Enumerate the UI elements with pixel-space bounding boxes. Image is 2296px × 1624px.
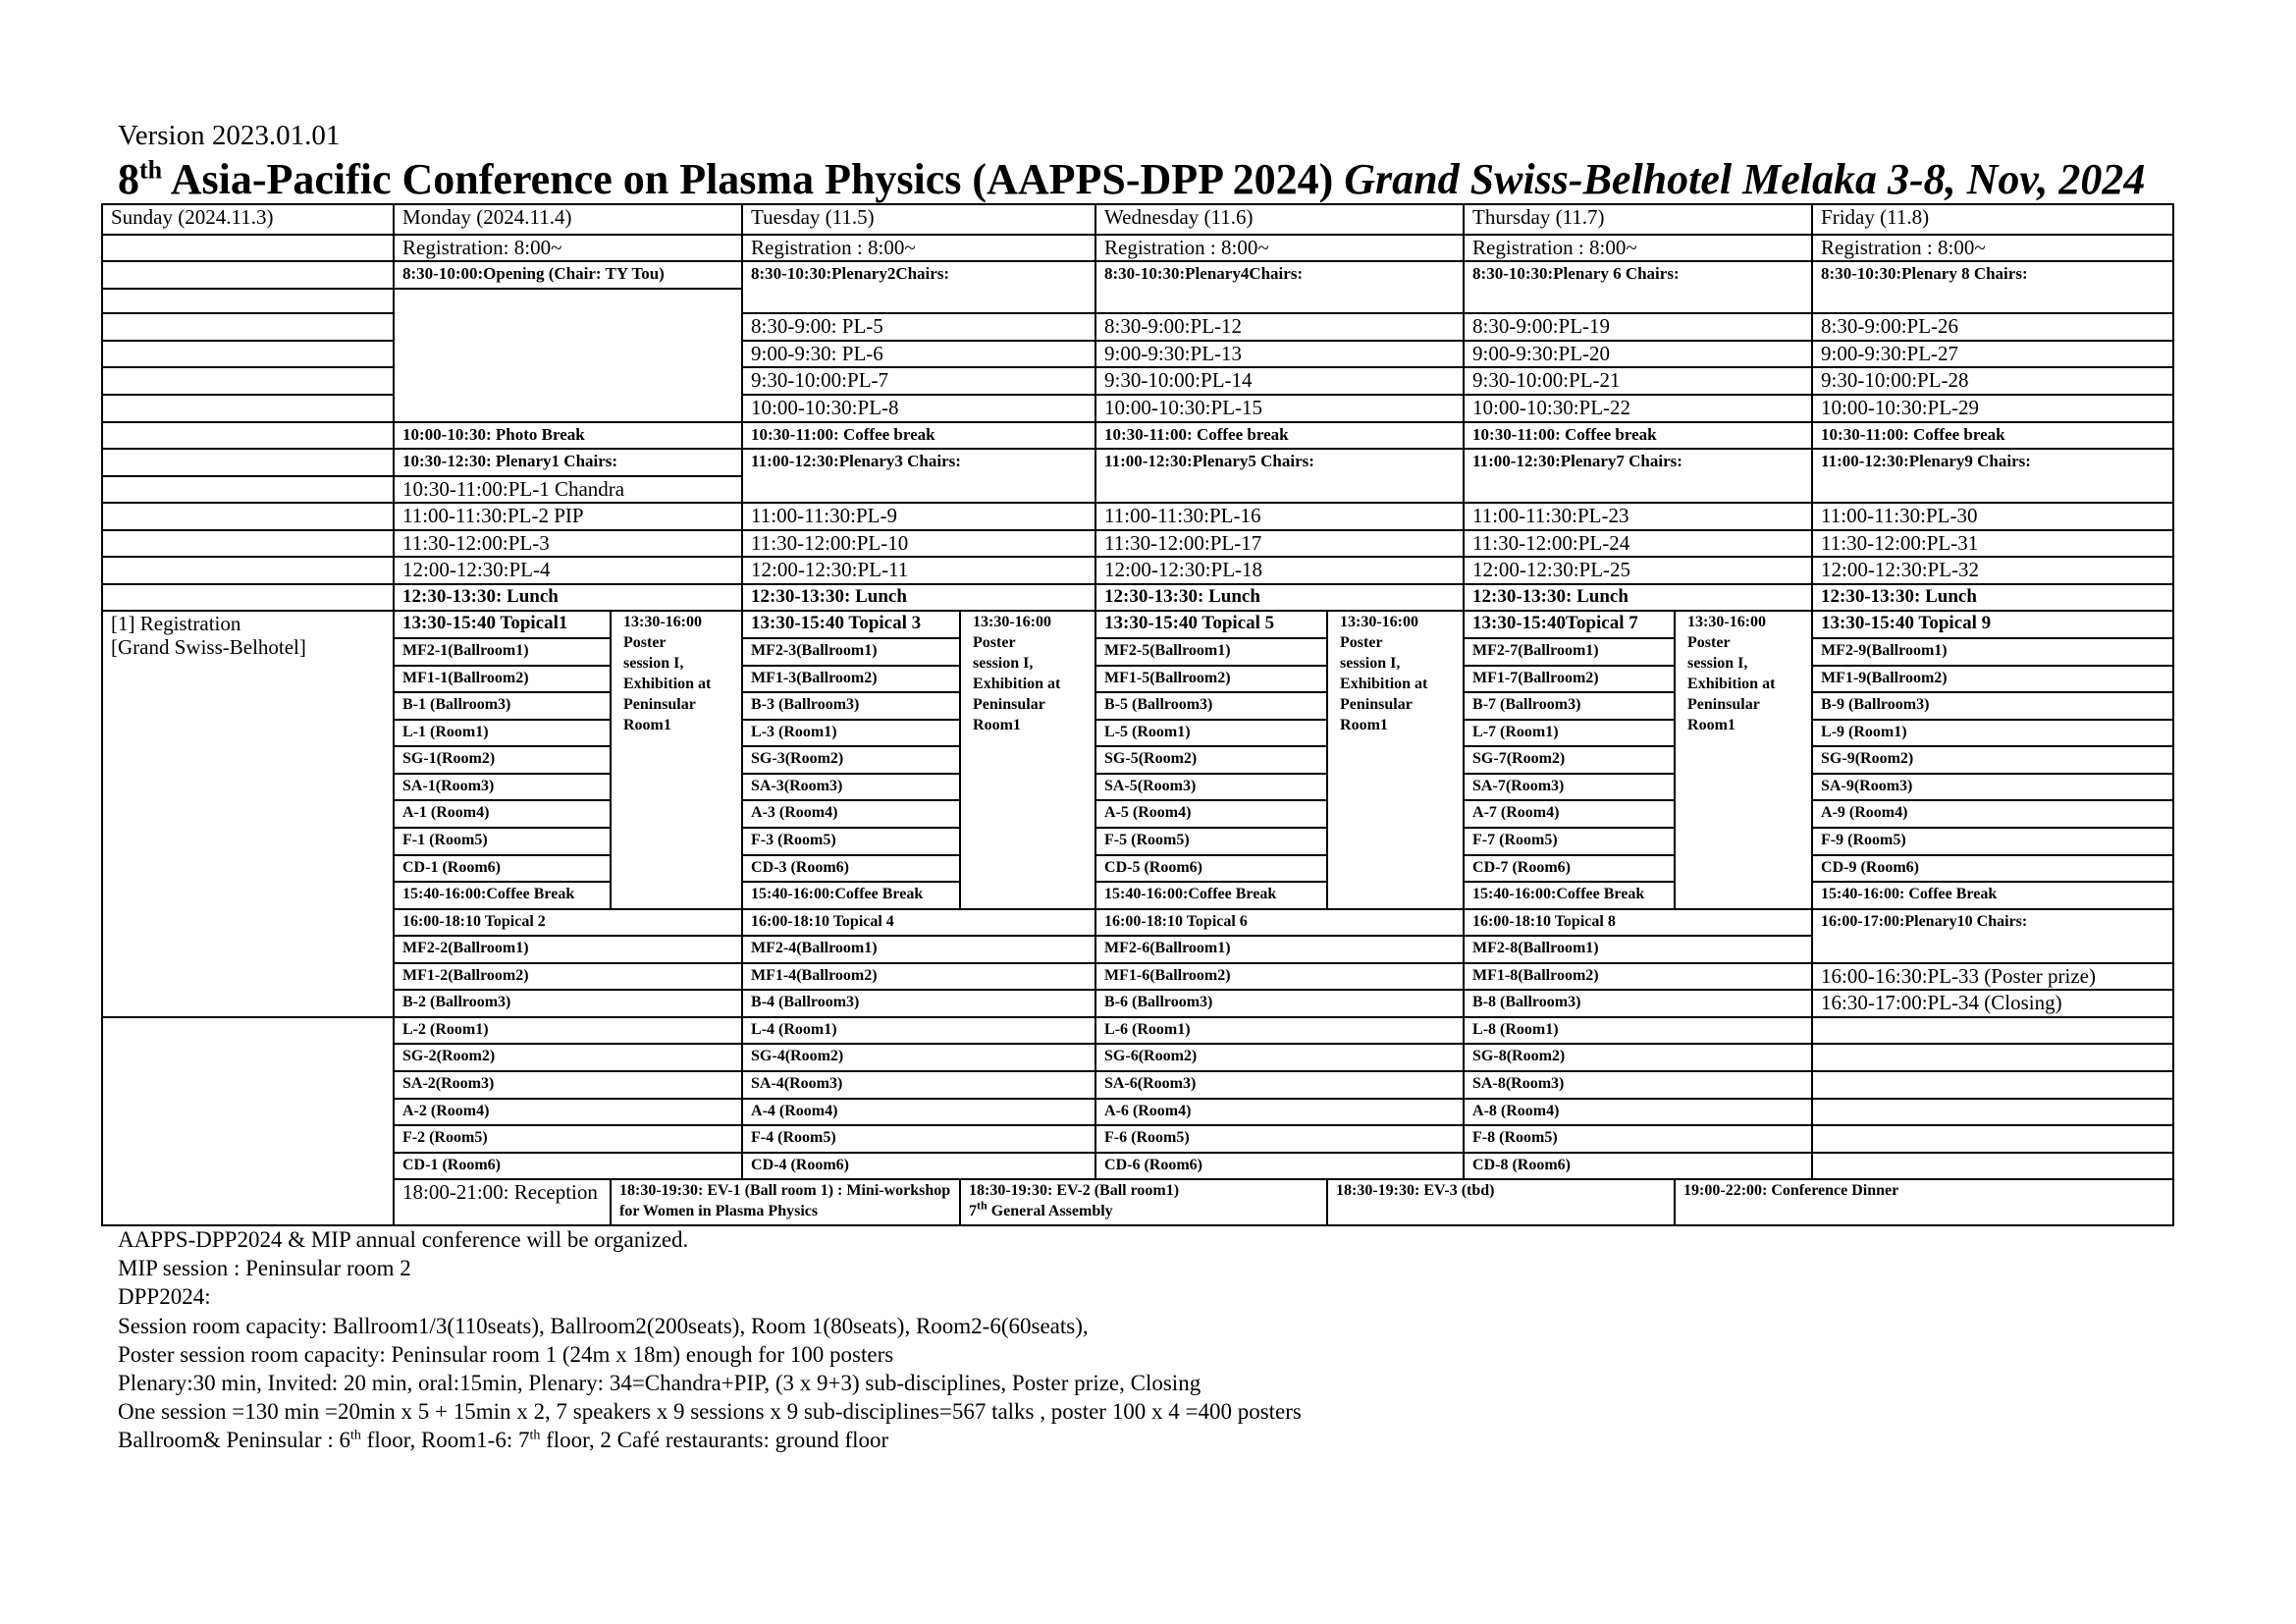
empty-cell bbox=[102, 557, 394, 584]
empty-cell bbox=[102, 449, 394, 476]
schedule-cell: SG-9(Room2) bbox=[1812, 746, 2173, 774]
page-title bbox=[118, 154, 2228, 205]
note-line: Plenary:30 min, Invited: 20 min, oral:15min, Plenary: 34=Chandra+PIP, (3 x 9+3) sub-disciplines, Poster prize, Closing bbox=[118, 1371, 1201, 1396]
schedule-cell: 9:30-10:00:PL-28 bbox=[1812, 367, 2173, 395]
schedule-cell: F-9 (Room5) bbox=[1812, 828, 2173, 855]
schedule-cell: CD-5 (Room6) bbox=[1095, 855, 1327, 883]
schedule-row bbox=[102, 855, 2173, 883]
schedule-row bbox=[102, 530, 2173, 558]
poster-time: 13:30-16:00 bbox=[973, 614, 1051, 631]
schedule-cell: 8:30-10:30:Plenary 6 Chairs: bbox=[1464, 261, 1812, 313]
schedule-cell: 8:30-10:30:Plenary 8 Chairs: bbox=[1812, 261, 2173, 313]
note-part: floor, Room1-6: 7 bbox=[360, 1428, 530, 1453]
schedule-cell: SA-2(Room3) bbox=[394, 1071, 742, 1099]
schedule-cell: 13:30-15:40 Topical 5 bbox=[1095, 611, 1327, 638]
empty-cell bbox=[102, 313, 394, 341]
schedule-row bbox=[102, 882, 2173, 909]
schedule-cell: SG-8(Room2) bbox=[1464, 1044, 1812, 1071]
schedule-cell: 11:30-12:00:PL-17 bbox=[1095, 530, 1464, 558]
schedule-row bbox=[102, 746, 2173, 774]
evening-line: 18:30-19:30: EV-2 (Ball room1) bbox=[969, 1182, 1180, 1200]
schedule-cell: SG-2(Room2) bbox=[394, 1044, 742, 1071]
schedule-cell: 11:30-12:00:PL-3 bbox=[394, 530, 742, 558]
schedule-cell: 11:30-12:00:PL-10 bbox=[742, 530, 1095, 558]
schedule-cell: 11:00-11:30:PL-9 bbox=[742, 503, 1095, 530]
schedule-cell: L-6 (Room1) bbox=[1095, 1017, 1464, 1045]
schedule-row bbox=[102, 638, 2173, 666]
schedule-row bbox=[102, 1044, 2173, 1071]
schedule-cell: SA-7(Room3) bbox=[1464, 774, 1675, 801]
schedule-cell: SA-8(Room3) bbox=[1464, 1071, 1812, 1099]
schedule-cell: SG-6(Room2) bbox=[1095, 1044, 1464, 1071]
schedule-cell: F-4 (Room5) bbox=[742, 1125, 1095, 1153]
schedule-cell: MF2-7(Ballroom1) bbox=[1464, 638, 1675, 666]
schedule-cell: L-4 (Room1) bbox=[742, 1017, 1095, 1045]
note-line: DPP2024: bbox=[118, 1284, 211, 1310]
empty-cell bbox=[1812, 1153, 2173, 1180]
schedule-cell: A-7 (Room4) bbox=[1464, 800, 1675, 828]
schedule-cell: SA-1(Room3) bbox=[394, 774, 611, 801]
schedule-cell: 18:30-19:30: EV-1 (Ball room 1) : Mini-workshop for Women in Plasma Physics bbox=[611, 1179, 960, 1225]
schedule-cell: 12:30-13:30: Lunch bbox=[394, 584, 742, 612]
schedule-row bbox=[102, 261, 2173, 289]
schedule-cell: A-1 (Room4) bbox=[394, 800, 611, 828]
empty-cell bbox=[1812, 1017, 2173, 1045]
schedule-cell: 9:00-9:30:PL-13 bbox=[1095, 341, 1464, 368]
schedule-cell: 11:30-12:00:PL-31 bbox=[1812, 530, 2173, 558]
poster-line: Poster bbox=[623, 634, 667, 652]
schedule-cell: CD-8 (Room6) bbox=[1464, 1153, 1812, 1180]
schedule-cell: F-6 (Room5) bbox=[1095, 1125, 1464, 1153]
schedule-cell: 16:00-18:10 Topical 6 bbox=[1095, 909, 1464, 937]
schedule-cell: Friday (11.8) bbox=[1812, 204, 2173, 235]
empty-cell bbox=[1812, 1125, 2173, 1153]
schedule-cell: Registration : 8:00~ bbox=[1095, 235, 1464, 262]
empty-cell bbox=[102, 422, 394, 450]
poster-line: Exhibition at bbox=[1687, 676, 1776, 693]
schedule-cell: 11:00-12:30:Plenary7 Chairs: bbox=[1464, 449, 1812, 503]
schedule-row bbox=[102, 1179, 2173, 1225]
poster-line: Room1 bbox=[973, 717, 1021, 734]
schedule-cell: 13:30-15:40Topical 7 bbox=[1464, 611, 1675, 638]
title-main: Asia-Pacific Conference on Plasma Physics (AAPPS-DPP 2024) bbox=[162, 155, 1345, 203]
schedule-cell: B-6 (Ballroom3) bbox=[1095, 990, 1464, 1017]
schedule-cell: CD-3 (Room6) bbox=[742, 855, 960, 883]
schedule-row bbox=[102, 204, 2173, 235]
schedule-cell: CD-1 (Room6) bbox=[394, 1153, 742, 1180]
schedule-cell: 10:30-11:00: Coffee break bbox=[1464, 422, 1812, 450]
empty-cell bbox=[1812, 1071, 2173, 1099]
schedule-cell: 11:30-12:00:PL-24 bbox=[1464, 530, 1812, 558]
schedule-cell: 16:30-17:00:PL-34 (Closing) bbox=[1812, 990, 2173, 1017]
poster-line: Poster bbox=[1340, 634, 1383, 652]
schedule-cell: Tuesday (11.5) bbox=[742, 204, 1095, 235]
schedule-row bbox=[102, 909, 2173, 937]
schedule-row bbox=[102, 1099, 2173, 1126]
empty-cell bbox=[102, 261, 394, 289]
schedule-cell: MF1-5(Ballroom2) bbox=[1095, 666, 1327, 693]
title-number: 8 bbox=[118, 155, 139, 203]
registration-line: [Grand Swiss-Belhotel] bbox=[111, 635, 306, 660]
schedule-cell: L-1 (Room1) bbox=[394, 720, 611, 747]
schedule-cell: MF2-3(Ballroom1) bbox=[742, 638, 960, 666]
schedule-cell: 12:30-13:30: Lunch bbox=[1812, 584, 2173, 612]
schedule-cell: SA-6(Room3) bbox=[1095, 1071, 1464, 1099]
schedule-cell: 9:30-10:00:PL-21 bbox=[1464, 367, 1812, 395]
poster-time: 13:30-16:00 bbox=[623, 614, 702, 631]
schedule-row bbox=[102, 963, 2173, 991]
schedule-cell: Monday (2024.11.4) bbox=[394, 204, 742, 235]
schedule-cell: 11:00-11:30:PL-30 bbox=[1812, 503, 2173, 530]
schedule-cell: SA-4(Room3) bbox=[742, 1071, 1095, 1099]
title-venue: Grand Swiss-Belhotel Melaka 3-8, Nov, 2024 bbox=[1344, 155, 2146, 203]
schedule-cell: 11:00-12:30:Plenary5 Chairs: bbox=[1095, 449, 1464, 503]
poster-line: session I, bbox=[623, 655, 684, 673]
schedule-cell: MF2-4(Ballroom1) bbox=[742, 936, 1095, 963]
schedule-cell: 8:30-9:00: PL-5 bbox=[742, 313, 1095, 341]
schedule-row bbox=[102, 422, 2173, 450]
note-line: Session room capacity: Ballroom1/3(110seats), Ballroom2(200seats), Room 1(80seats), Room2-6(60seats), bbox=[118, 1313, 1089, 1338]
empty-cell bbox=[1812, 1099, 2173, 1126]
empty-cell bbox=[102, 341, 394, 368]
schedule-cell: Registration : 8:00~ bbox=[1464, 235, 1812, 262]
poster-line: Peninsular bbox=[973, 696, 1045, 714]
schedule-cell: B-3 (Ballroom3) bbox=[742, 692, 960, 720]
schedule-row bbox=[102, 584, 2173, 612]
poster-line: Peninsular bbox=[623, 696, 696, 714]
schedule-cell: 8:30-9:00:PL-12 bbox=[1095, 313, 1464, 341]
schedule-cell: 11:00-11:30:PL-23 bbox=[1464, 503, 1812, 530]
schedule-row bbox=[102, 1017, 2173, 1045]
schedule-cell: 11:00-12:30:Plenary9 Chairs: bbox=[1812, 449, 2173, 503]
schedule-row bbox=[102, 990, 2173, 1017]
schedule-cell: L-3 (Room1) bbox=[742, 720, 960, 747]
note-part: Ballroom& Peninsular : 6 bbox=[118, 1428, 351, 1453]
schedule-cell: L-9 (Room1) bbox=[1812, 720, 2173, 747]
schedule-cell: 13:30-15:40 Topical 3 bbox=[742, 611, 960, 638]
schedule-cell: 15:40-16:00:Coffee Break bbox=[742, 882, 960, 909]
schedule-cell: 10:30-11:00: Coffee break bbox=[1812, 422, 2173, 450]
note-line: Poster session room capacity: Peninsular room 1 (24m x 18m) enough for 100 posters bbox=[118, 1341, 894, 1367]
registration-line: [1] Registration bbox=[111, 612, 241, 636]
title-ordinal: th bbox=[139, 155, 163, 185]
schedule-cell: 15:40-16:00:Coffee Break bbox=[1095, 882, 1327, 909]
schedule-cell: F-5 (Room5) bbox=[1095, 828, 1327, 855]
schedule-cell: 9:00-9:30:PL-27 bbox=[1812, 341, 2173, 368]
empty-cell bbox=[102, 1017, 394, 1225]
schedule-cell: F-7 (Room5) bbox=[1464, 828, 1675, 855]
schedule-cell: Registration: 8:00~ bbox=[394, 235, 742, 262]
schedule-cell: 15:40-16:00: Coffee Break bbox=[1812, 882, 2173, 909]
empty-cell bbox=[394, 289, 742, 422]
schedule-cell: F-1 (Room5) bbox=[394, 828, 611, 855]
poster-line: Peninsular bbox=[1687, 696, 1760, 714]
poster-line: Exhibition at bbox=[1340, 676, 1428, 693]
empty-cell bbox=[102, 503, 394, 530]
schedule-row bbox=[102, 235, 2173, 262]
schedule-cell: SA-9(Room3) bbox=[1812, 774, 2173, 801]
empty-cell bbox=[1812, 1044, 2173, 1071]
tuesday-evening-cell bbox=[960, 1179, 1327, 1225]
schedule-cell: 12:30-13:30: Lunch bbox=[742, 584, 1095, 612]
schedule-cell: 10:30-12:30: Plenary1 Chairs: bbox=[394, 449, 742, 476]
schedule-cell: 11:00-11:30:PL-2 PIP bbox=[394, 503, 742, 530]
note-sup: th bbox=[529, 1428, 541, 1443]
schedule-row bbox=[102, 557, 2173, 584]
notes bbox=[118, 1225, 1302, 1455]
schedule-cell: 8:30-10:30:Plenary2Chairs: bbox=[742, 261, 1095, 313]
schedule-cell: 11:00-11:30:PL-16 bbox=[1095, 503, 1464, 530]
schedule-row bbox=[102, 1153, 2173, 1180]
schedule-cell: SG-3(Room2) bbox=[742, 746, 960, 774]
schedule-cell: A-4 (Room4) bbox=[742, 1099, 1095, 1126]
schedule-cell: SG-1(Room2) bbox=[394, 746, 611, 774]
schedule-cell: A-6 (Room4) bbox=[1095, 1099, 1464, 1126]
schedule-cell: 9:00-9:30: PL-6 bbox=[742, 341, 1095, 368]
schedule-cell: MF1-4(Ballroom2) bbox=[742, 963, 1095, 991]
schedule-cell: MF1-2(Ballroom2) bbox=[394, 963, 742, 991]
poster-line: Poster bbox=[973, 634, 1016, 652]
schedule-cell: SG-5(Room2) bbox=[1095, 746, 1327, 774]
schedule-row bbox=[102, 1071, 2173, 1099]
schedule-cell: MF2-1(Ballroom1) bbox=[394, 638, 611, 666]
schedule-cell: 16:00-18:10 Topical 8 bbox=[1464, 909, 1812, 937]
schedule-cell: SA-5(Room3) bbox=[1095, 774, 1327, 801]
schedule-cell: 13:30-15:40 Topical 9 bbox=[1812, 611, 2173, 638]
schedule-cell: CD-4 (Room6) bbox=[742, 1153, 1095, 1180]
schedule-row bbox=[102, 828, 2173, 855]
poster-line: session I, bbox=[973, 655, 1034, 673]
schedule-cell: 9:00-9:30:PL-20 bbox=[1464, 341, 1812, 368]
schedule-cell: F-8 (Room5) bbox=[1464, 1125, 1812, 1153]
sunday-registration-cell bbox=[102, 611, 394, 1016]
empty-cell bbox=[102, 367, 394, 395]
evening-part: th bbox=[977, 1198, 988, 1213]
empty-cell bbox=[102, 395, 394, 422]
note-line: MIP session : Peninsular room 2 bbox=[118, 1256, 411, 1281]
schedule-table bbox=[101, 203, 2172, 1226]
schedule-cell: 10:00-10:30:PL-29 bbox=[1812, 395, 2173, 422]
poster-line: Room1 bbox=[623, 717, 671, 734]
schedule-row bbox=[102, 449, 2173, 476]
schedule-cell: B-4 (Ballroom3) bbox=[742, 990, 1095, 1017]
schedule-cell: 16:00-18:10 Topical 4 bbox=[742, 909, 1095, 937]
note-sup: th bbox=[350, 1428, 361, 1443]
schedule-cell: Wednesday (11.6) bbox=[1095, 204, 1464, 235]
version-label: Version 2023.01.01 bbox=[118, 120, 341, 151]
schedule-cell: 12:30-13:30: Lunch bbox=[1095, 584, 1464, 612]
empty-cell bbox=[102, 289, 394, 313]
schedule-cell: MF2-6(Ballroom1) bbox=[1095, 936, 1464, 963]
schedule-cell: 12:00-12:30:PL-18 bbox=[1095, 557, 1464, 584]
schedule-cell: CD-6 (Room6) bbox=[1095, 1153, 1464, 1180]
schedule-row bbox=[102, 774, 2173, 801]
poster-line: Exhibition at bbox=[973, 676, 1061, 693]
schedule-cell: CD-1 (Room6) bbox=[394, 855, 611, 883]
schedule-cell: 12:00-12:30:PL-11 bbox=[742, 557, 1095, 584]
schedule-cell: Registration : 8:00~ bbox=[1812, 235, 2173, 262]
note-line bbox=[118, 1426, 1302, 1454]
schedule-cell: 10:00-10:30:PL-15 bbox=[1095, 395, 1464, 422]
schedule-cell: F-3 (Room5) bbox=[742, 828, 960, 855]
empty-cell bbox=[102, 476, 394, 504]
schedule-cell: CD-7 (Room6) bbox=[1464, 855, 1675, 883]
schedule-cell: Thursday (11.7) bbox=[1464, 204, 1812, 235]
schedule-cell: Sunday (2024.11.3) bbox=[102, 204, 394, 235]
schedule-cell: 18:30-19:30: EV-3 (tbd) bbox=[1327, 1179, 1675, 1225]
empty-cell bbox=[102, 530, 394, 558]
schedule-cell: 16:00-16:30:PL-33 (Poster prize) bbox=[1812, 963, 2173, 991]
poster-session-cell bbox=[611, 611, 742, 908]
schedule-cell: MF1-7(Ballroom2) bbox=[1464, 666, 1675, 693]
note-line: One session =130 min =20min x 5 + 15min x 2, 7 speakers x 9 sessions x 9 sub-disciplines=567 talks , poster 100 x 4 =400 posters bbox=[118, 1399, 1302, 1425]
schedule-cell: 15:40-16:00:Coffee Break bbox=[394, 882, 611, 909]
schedule-cell: 15:40-16:00:Coffee Break bbox=[1464, 882, 1675, 909]
poster-time: 13:30-16:00 bbox=[1687, 614, 1767, 631]
schedule-row bbox=[102, 503, 2173, 530]
schedule-cell: 18:00-21:00: Reception bbox=[394, 1179, 611, 1225]
schedule-cell: 10:30-11:00: Coffee break bbox=[742, 422, 1095, 450]
schedule-cell: 13:30-15:40 Topical1 bbox=[394, 611, 611, 638]
note-line: AAPPS-DPP2024 & MIP annual conference will be organized. bbox=[118, 1227, 689, 1252]
schedule-row bbox=[102, 1125, 2173, 1153]
poster-line: Peninsular bbox=[1340, 696, 1413, 714]
schedule-cell: B-8 (Ballroom3) bbox=[1464, 990, 1812, 1017]
schedule-cell: 9:30-10:00:PL-14 bbox=[1095, 367, 1464, 395]
schedule-cell: B-2 (Ballroom3) bbox=[394, 990, 742, 1017]
schedule-cell: CD-9 (Room6) bbox=[1812, 855, 2173, 883]
schedule-cell: 8:30-10:30:Plenary4Chairs: bbox=[1095, 261, 1464, 313]
schedule-cell: 10:00-10:30:PL-8 bbox=[742, 395, 1095, 422]
schedule-cell: 12:30-13:30: Lunch bbox=[1464, 584, 1812, 612]
poster-session-cell bbox=[1675, 611, 1812, 908]
schedule-cell: MF2-9(Ballroom1) bbox=[1812, 638, 2173, 666]
schedule-cell: 19:00-22:00: Conference Dinner bbox=[1675, 1179, 2173, 1225]
schedule-cell: SG-7(Room2) bbox=[1464, 746, 1675, 774]
poster-line: Exhibition at bbox=[623, 676, 712, 693]
schedule-cell: MF1-9(Ballroom2) bbox=[1812, 666, 2173, 693]
schedule-cell: 10:00-10:30: Photo Break bbox=[394, 422, 742, 450]
schedule-cell: SA-3(Room3) bbox=[742, 774, 960, 801]
schedule-cell: 16:00-17:00:Plenary10 Chairs: bbox=[1812, 909, 2173, 963]
schedule-cell: A-9 (Room4) bbox=[1812, 800, 2173, 828]
schedule-cell: SG-4(Room2) bbox=[742, 1044, 1095, 1071]
schedule-row bbox=[102, 611, 2173, 638]
schedule-cell: A-2 (Room4) bbox=[394, 1099, 742, 1126]
poster-session-cell bbox=[1327, 611, 1464, 908]
schedule-row bbox=[102, 800, 2173, 828]
schedule-cell: A-5 (Room4) bbox=[1095, 800, 1327, 828]
schedule-cell: 10:00-10:30:PL-22 bbox=[1464, 395, 1812, 422]
schedule-cell: L-8 (Room1) bbox=[1464, 1017, 1812, 1045]
poster-line: session I, bbox=[1340, 655, 1401, 673]
poster-line: Room1 bbox=[1340, 717, 1388, 734]
schedule-cell: MF2-2(Ballroom1) bbox=[394, 936, 742, 963]
poster-time: 13:30-16:00 bbox=[1340, 614, 1418, 631]
evening-part: 7 bbox=[969, 1203, 978, 1220]
schedule-cell: 12:00-12:30:PL-25 bbox=[1464, 557, 1812, 584]
schedule-cell: B-7 (Ballroom3) bbox=[1464, 692, 1675, 720]
evening-part: General Assembly bbox=[987, 1203, 1113, 1220]
poster-session-cell bbox=[960, 611, 1095, 908]
schedule-cell: MF1-6(Ballroom2) bbox=[1095, 963, 1464, 991]
schedule-cell: MF2-5(Ballroom1) bbox=[1095, 638, 1327, 666]
schedule-cell: F-2 (Room5) bbox=[394, 1125, 742, 1153]
schedule-cell: 10:30-11:00: Coffee break bbox=[1095, 422, 1464, 450]
schedule-cell: L-7 (Room1) bbox=[1464, 720, 1675, 747]
schedule-cell: MF1-8(Ballroom2) bbox=[1464, 963, 1812, 991]
empty-cell bbox=[102, 235, 394, 262]
schedule-cell: B-5 (Ballroom3) bbox=[1095, 692, 1327, 720]
schedule-cell: Registration : 8:00~ bbox=[742, 235, 1095, 262]
schedule-cell: 10:30-11:00:PL-1 Chandra bbox=[394, 476, 742, 504]
schedule-cell: A-8 (Room4) bbox=[1464, 1099, 1812, 1126]
schedule-cell: 12:00-12:30:PL-4 bbox=[394, 557, 742, 584]
schedule-cell: L-5 (Room1) bbox=[1095, 720, 1327, 747]
schedule-row bbox=[102, 720, 2173, 747]
evening-line bbox=[969, 1198, 1326, 1221]
schedule-cell: 8:30-9:00:PL-19 bbox=[1464, 313, 1812, 341]
schedule-cell: B-1 (Ballroom3) bbox=[394, 692, 611, 720]
schedule-row bbox=[102, 666, 2173, 693]
schedule-cell: 9:30-10:00:PL-7 bbox=[742, 367, 1095, 395]
schedule-row bbox=[102, 692, 2173, 720]
schedule-cell: MF1-1(Ballroom2) bbox=[394, 666, 611, 693]
note-part: floor, 2 Café restaurants: ground floor bbox=[540, 1428, 889, 1453]
poster-line: Poster bbox=[1687, 634, 1731, 652]
schedule-cell: 16:00-18:10 Topical 2 bbox=[394, 909, 742, 937]
poster-line: Room1 bbox=[1687, 717, 1735, 734]
schedule-cell: 11:00-12:30:Plenary3 Chairs: bbox=[742, 449, 1095, 503]
schedule-cell: MF1-3(Ballroom2) bbox=[742, 666, 960, 693]
schedule-cell: MF2-8(Ballroom1) bbox=[1464, 936, 1812, 963]
schedule-cell: A-3 (Room4) bbox=[742, 800, 960, 828]
schedule-cell: 12:00-12:30:PL-32 bbox=[1812, 557, 2173, 584]
poster-line: session I, bbox=[1687, 655, 1748, 673]
schedule-cell: 8:30-9:00:PL-26 bbox=[1812, 313, 2173, 341]
schedule-cell: L-2 (Room1) bbox=[394, 1017, 742, 1045]
schedule-cell: B-9 (Ballroom3) bbox=[1812, 692, 2173, 720]
schedule-cell: 8:30-10:00:Opening (Chair: TY Tou) bbox=[394, 261, 742, 289]
empty-cell bbox=[102, 584, 394, 612]
